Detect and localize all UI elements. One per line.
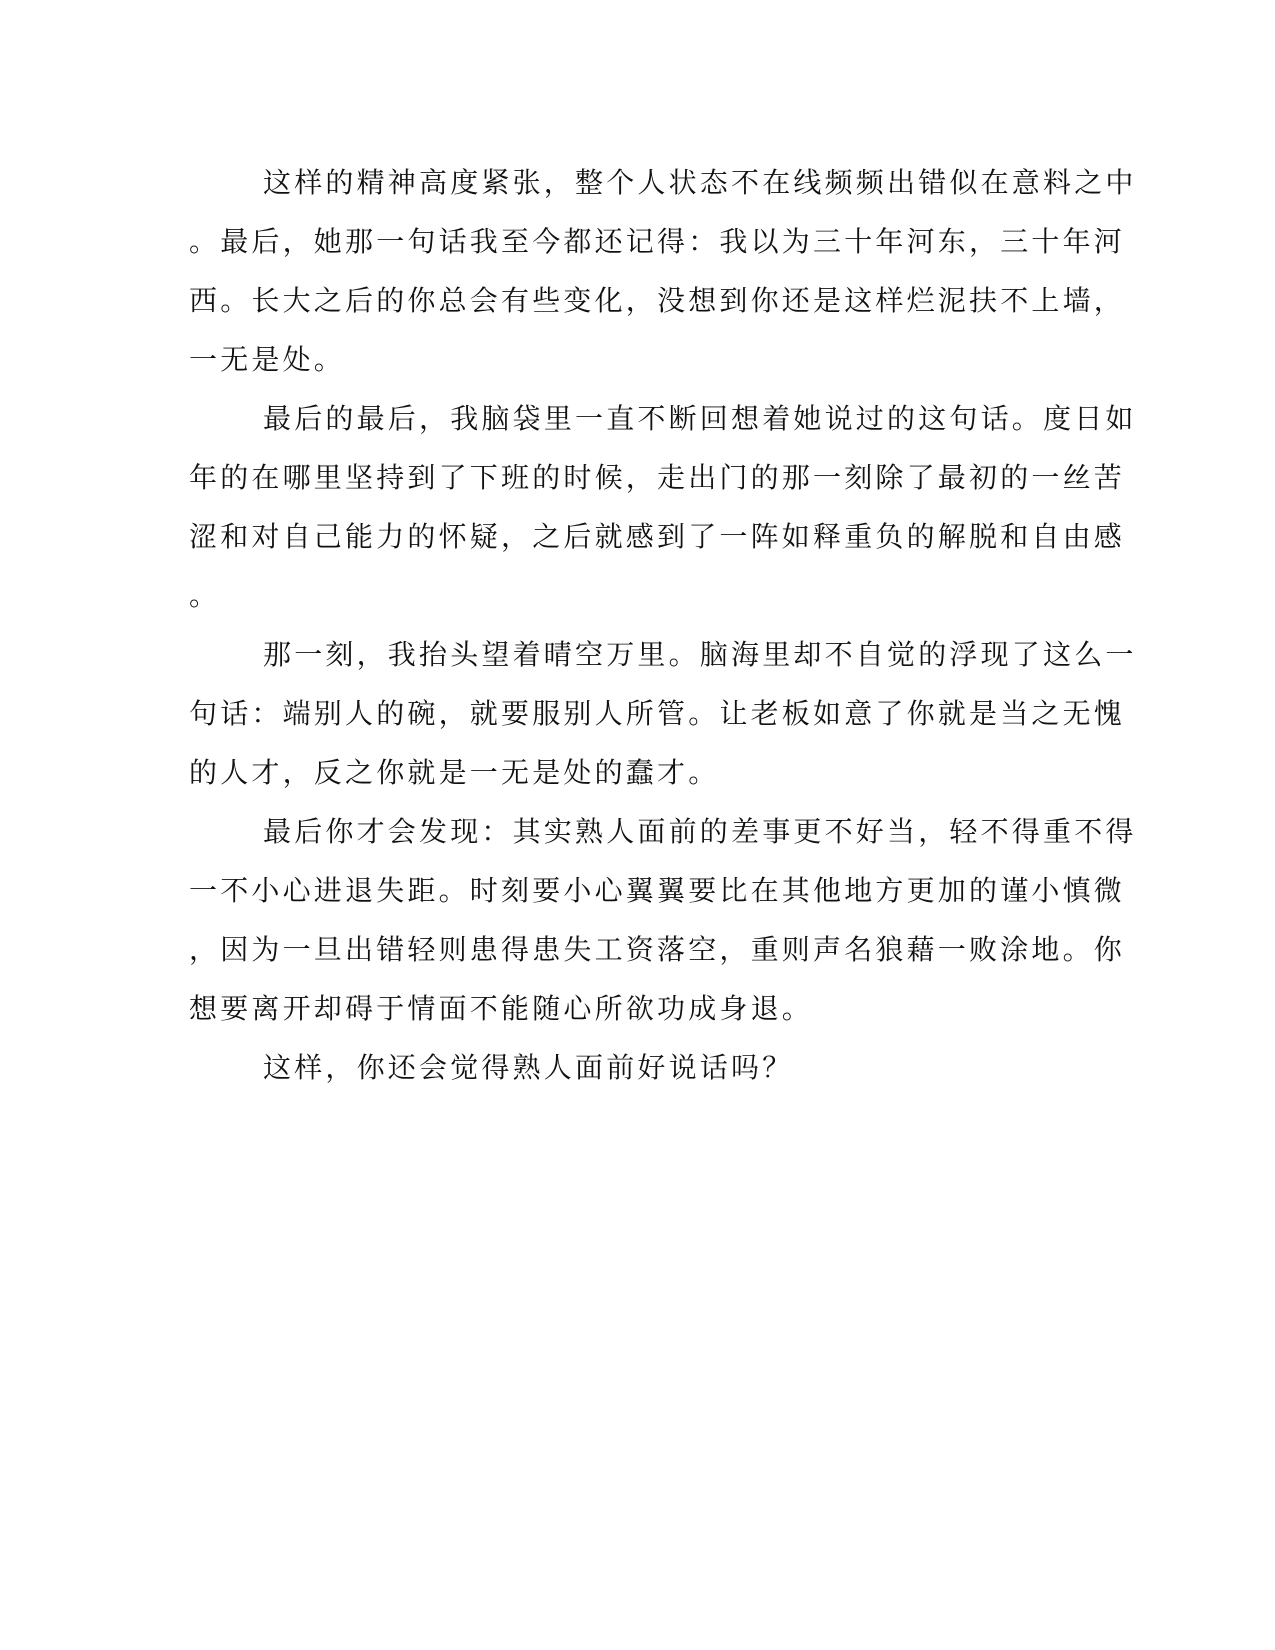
paragraph-1-line-1: 这样的精神高度紧张，整个人状态不在线频频出错似在意料之中 (263, 166, 1137, 199)
paragraph-4-line-4: 想要离开却碍于情面不能随心所欲功成身退。 (189, 992, 814, 1025)
paragraph-1-line-3: 西。长大之后的你总会有些变化，没想到你还是这样烂泥扶不上墙， (189, 284, 1126, 317)
paragraph-3-line-3: 的人才，反之你就是一无是处的蠢才。 (189, 756, 720, 789)
paragraph-2-line-2: 年的在哪里坚持到了下班的时候，走出门的那一刻除了最初的一丝苦 (189, 461, 1126, 494)
paragraph-1-line-4: 一无是处。 (189, 343, 346, 376)
paragraph-5-line-1: 这样，你还会觉得熟人面前好说话吗？ (263, 1051, 794, 1084)
paragraph-4-line-3: ，因为一旦出错轻则患得患失工资落空，重则声名狼藉一败涂地。你 (189, 933, 1126, 966)
paragraph-4-line-1: 最后你才会发现：其实熟人面前的差事更不好当，轻不得重不得 (263, 815, 1137, 848)
paragraph-2-line-3: 涩和对自己能力的怀疑，之后就感到了一阵如释重负的解脱和自由感 (189, 520, 1126, 553)
paragraph-2-line-4: 。 (189, 579, 221, 612)
paragraph-1-line-2: 。最后，她那一句话我至今都还记得：我以为三十年河东，三十年河 (189, 225, 1126, 258)
paragraph-3-line-2: 句话：端别人的碗，就要服别人所管。让老板如意了你就是当之无愧 (189, 697, 1126, 730)
paragraph-4-line-2: 一不小心进退失距。时刻要小心翼翼要比在其他地方更加的谨小慎微 (189, 874, 1126, 907)
paragraph-2-line-1: 最后的最后，我脑袋里一直不断回想着她说过的这句话。度日如 (263, 402, 1137, 435)
paragraph-3-line-1: 那一刻，我抬头望着晴空万里。脑海里却不自觉的浮现了这么一 (263, 638, 1137, 671)
